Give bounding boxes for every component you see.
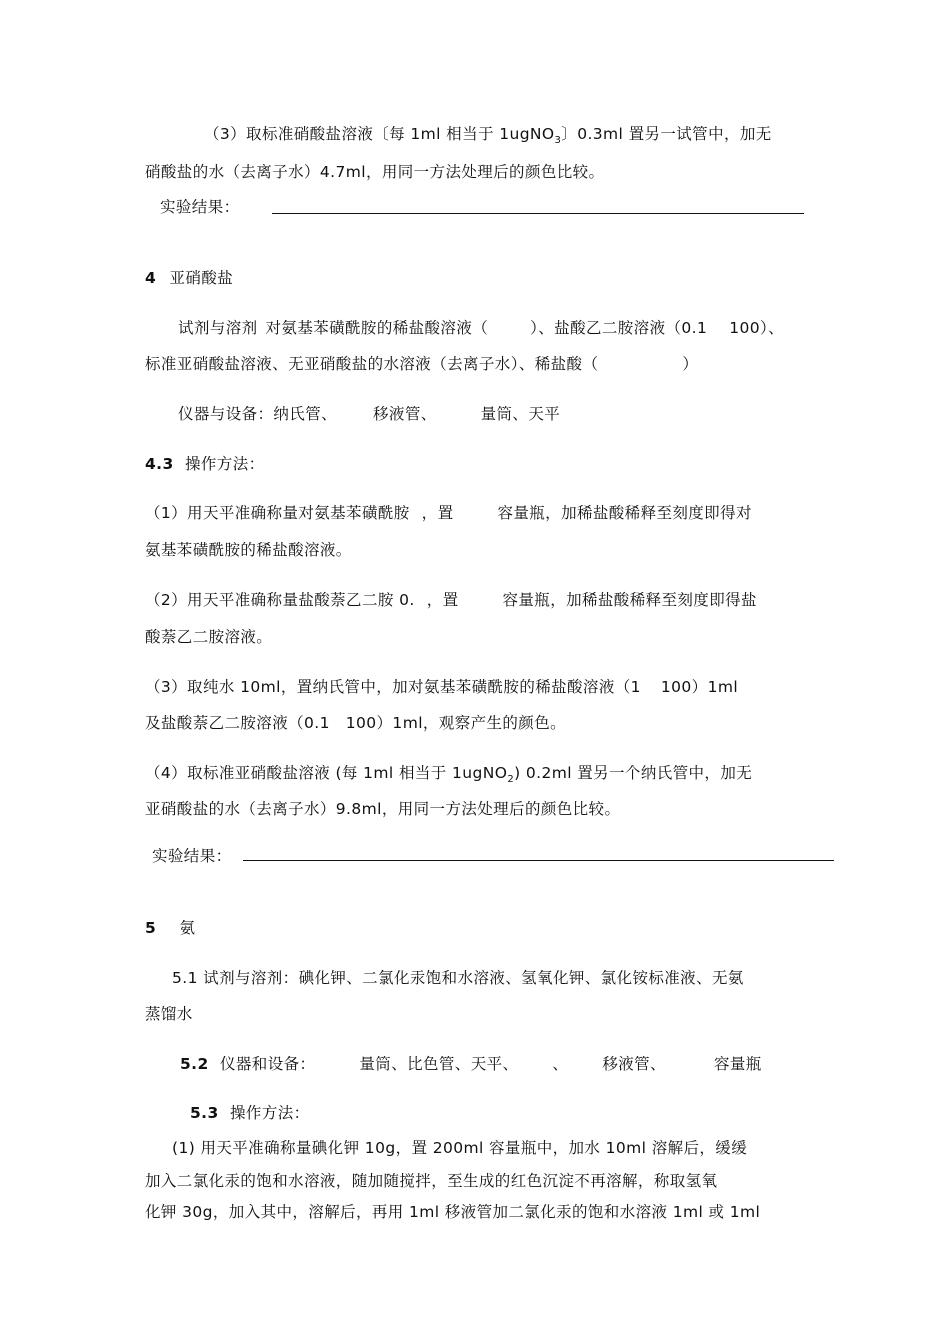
s5-equipment-number: 5.2 [180, 1055, 209, 1073]
s4-heading-title: 亚硝酸盐 [169, 269, 234, 287]
s4-step3-line2: 及盐酸萘乙二胺溶液（0.1 100）1ml，观察产生的颜色。 [145, 714, 567, 732]
s5-equipment-line [180, 1054, 762, 1074]
s4-step2-line2: 酸萘乙二胺溶液。 [145, 628, 273, 646]
s5-step1-line2: 加入二氯化汞的饱和水溶液，随加随搅拌，至生成的红色沉淀不再溶解，称取氢氧 [145, 1172, 718, 1190]
s4-step4-text-b: ) 0.2ml 置另一个纳氏管中，加无 [514, 764, 753, 782]
s4-method-heading [145, 454, 265, 474]
s4-heading [145, 268, 233, 288]
s4-equipment-b: 移液管、 [373, 405, 437, 423]
s5-heading [145, 918, 195, 938]
s4-reagents-text-d: 100）、 [729, 319, 785, 337]
s3-result-answer-line [272, 213, 804, 214]
s4-result-answer-line [243, 860, 834, 861]
s4-reagents-text-b: 对氨基苯磺酰胺的稀盐酸溶液（ [265, 319, 489, 337]
s5-step1-line1: (1) 用天平准确称量碘化钾 10g，置 200ml 容量瓶中，加水 10ml 溶解后，缓缓 [172, 1139, 748, 1157]
s4-heading-number: 4 [145, 269, 157, 287]
s4-method-title: 操作方法： [185, 455, 265, 473]
s5-step1-line3: 化钾 30g，加入其中，溶解后，再用 1ml 移液管加二氯化汞的饱和水溶液 1ml 或 1ml [145, 1203, 761, 1221]
s4-equipment-line [178, 404, 560, 424]
s4-reagents-line2-b: ） [682, 355, 699, 373]
s4-step3-line1 [145, 677, 738, 697]
s4-step4-line1 [145, 763, 752, 783]
s4-step2-text-b: ，置 [426, 591, 459, 609]
s4-reagents-line2 [145, 354, 698, 374]
s5-reagents-line1: 5.1 试剂与溶剂：碘化钾、二氯化汞饱和水溶液、氢氧化钾、氯化铵标准液、无氨 [172, 969, 744, 987]
s5-method-title: 操作方法： [230, 1104, 310, 1122]
s3-step3-line1 [204, 124, 772, 144]
s5-heading-number: 5 [145, 919, 157, 937]
s4-step1-line2: 氨基苯磺酰胺的稀盐酸溶液。 [145, 541, 352, 559]
s4-reagents-text-c: ）、盐酸乙二胺溶液（0.1 [530, 319, 708, 337]
s5-method-number: 5.3 [190, 1104, 219, 1122]
s5-method-heading [190, 1103, 310, 1123]
s3-step3-text-a: （3）取标准硝酸盐溶液〔每 1ml 相当于 1ugNO [204, 125, 555, 143]
s4-step1-text-c: 容量瓶，加稀盐酸稀释至刻度即得对 [497, 504, 752, 522]
s4-step2-text-a: （2）用天平准确称量盐酸萘乙二胺 0. [145, 591, 415, 609]
s3-step3-line2: 硝酸盐的水（去离子水）4.7ml，用同一方法处理后的颜色比较。 [145, 163, 605, 181]
s4-step4-subscript: 2 [507, 774, 515, 785]
s4-equipment-a: 仪器与设备：纳氏管、 [178, 405, 338, 423]
s4-step3-text-a: （3）取纯水 10ml，置纳氏管中，加对氨基苯磺酰胺的稀盐酸溶液（1 [145, 678, 641, 696]
s4-step1-text-a: （1）用天平准确称量对氨基苯磺酰胺 [145, 504, 410, 522]
s4-step1-line1 [145, 503, 752, 523]
s4-step1-text-b: ，置 [421, 504, 454, 522]
s5-heading-title: 氨 [179, 919, 196, 937]
s4-step2-line1 [145, 590, 757, 610]
s5-equipment-e: 容量瓶 [713, 1055, 762, 1073]
s3-result-label: 实验结果： [160, 198, 240, 216]
s5-equipment-a: 仪器和设备： [220, 1055, 316, 1073]
s4-step3-text-b: 100）1ml [660, 678, 739, 696]
s5-reagents-line2: 蒸馏水 [145, 1005, 193, 1023]
s5-equipment-c: 、 [552, 1055, 569, 1073]
s4-reagents-line1 [178, 318, 784, 338]
s3-step3-text-b: 〕0.3ml 置另一试管中，加无 [561, 125, 772, 143]
s4-result-label: 实验结果： [152, 847, 232, 865]
s5-equipment-b: 量筒、比色管、天平、 [359, 1055, 519, 1073]
s5-equipment-d: 移液管、 [602, 1055, 666, 1073]
s4-reagents-label: 试剂与溶剂 [178, 319, 258, 337]
s4-step2-text-c: 容量瓶，加稀盐酸稀释至刻度即得盐 [502, 591, 757, 609]
s4-step4-line2: 亚硝酸盐的水（去离子水）9.8ml，用同一方法处理后的颜色比较。 [145, 800, 621, 818]
s4-step4-text-a: （4）取标准亚硝酸盐溶液 (每 1ml 相当于 1ugNO [145, 764, 508, 782]
s4-method-number: 4.3 [145, 455, 174, 473]
s4-equipment-c: 量筒、天平 [480, 405, 561, 423]
s3-step3-subscript: 3 [554, 135, 562, 146]
s4-reagents-line2-a: 标准亚硝酸盐溶液、无亚硝酸盐的水溶液（去离子水）、稀盐酸（ [145, 355, 599, 373]
